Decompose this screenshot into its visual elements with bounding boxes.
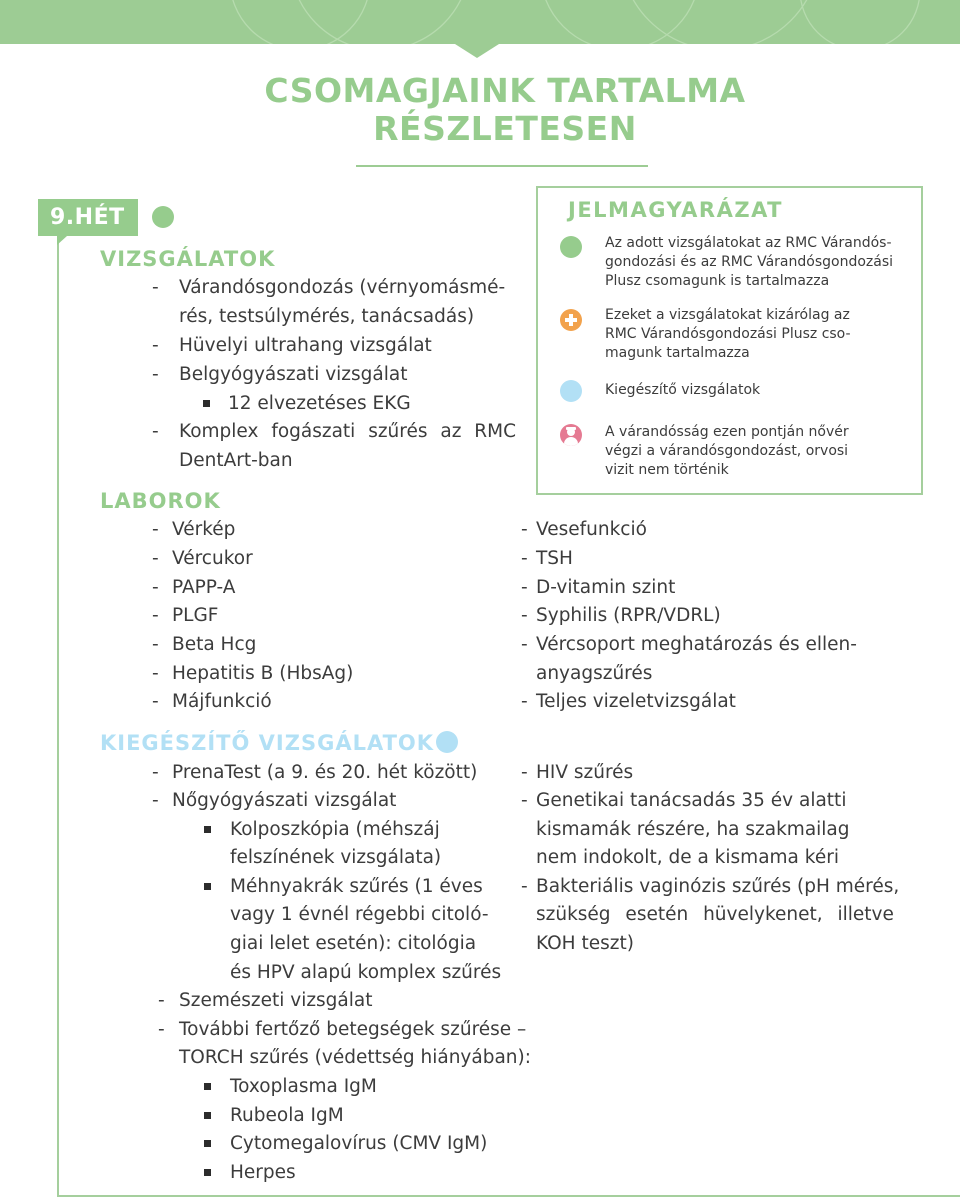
list-item: Komplex fogászati szűrés az RMC: [179, 421, 517, 442]
list-item: szükség esetén hüvelykenet, illetve: [536, 904, 894, 925]
dash-bullet: -: [152, 634, 159, 655]
legend-title: JELMAGYARÁZAT: [568, 198, 784, 222]
dash-bullet: -: [521, 605, 528, 626]
list-item: Belgyógyászati vizsgálat: [179, 364, 408, 385]
list-item: Hepatitis B (HbsAg): [172, 663, 354, 684]
legend-item-nurse: [605, 423, 915, 480]
dash-bullet: -: [158, 1019, 165, 1040]
section-heading-vizsgalatok: VIZSGÁLATOK: [100, 247, 276, 271]
title-divider: [356, 165, 648, 167]
list-item: Teljes vizeletvizsgálat: [536, 691, 736, 712]
dash-bullet: -: [152, 519, 159, 540]
list-item: giai lelet esetén): citológia: [230, 933, 477, 954]
green-dot-icon: [560, 236, 582, 258]
list-item: 12 elvezetéses EKG: [228, 393, 411, 414]
legend-text-line: A várandósság ezen pontján nővér: [605, 424, 849, 440]
list-item: nem indokolt, de a kismama kéri: [536, 847, 839, 868]
section-heading-kiegeszito: KIEGÉSZÍTŐ VIZSGÁLATOK: [100, 731, 435, 755]
legend-text-line: gondozási és az RMC Várandósgondozási: [605, 254, 894, 270]
dash-bullet: -: [152, 277, 159, 298]
legend-item-blue: [605, 381, 915, 400]
dash-bullet: -: [152, 663, 159, 684]
dash-bullet: -: [152, 548, 159, 569]
square-bullet: [204, 883, 211, 890]
dash-bullet: -: [521, 762, 528, 783]
list-item: Vércsoport meghatározás és ellen-: [536, 634, 857, 655]
dash-bullet: -: [521, 634, 528, 655]
list-item: és HPV alapú komplex szűrés: [230, 962, 502, 983]
square-bullet: [203, 400, 210, 407]
dash-bullet: -: [152, 605, 159, 626]
list-item: Májfunkció: [172, 691, 272, 712]
list-item: kismamák részére, ha szakmailag: [536, 819, 850, 840]
dash-bullet: -: [152, 790, 159, 811]
list-item: Vérkép: [172, 519, 236, 540]
list-item: D-vitamin szint: [536, 577, 676, 598]
dash-bullet: -: [521, 548, 528, 569]
list-item: PLGF: [172, 605, 219, 626]
list-item: Beta Hcg: [172, 634, 257, 655]
nurse-icon: [560, 424, 582, 446]
list-item: Vércukor: [172, 548, 253, 569]
header-pattern: [0, 0, 960, 44]
list-item: Genetikai tanácsadás 35 év alatti: [536, 790, 847, 811]
list-item: Bakteriális vaginózis szűrés (pH mérés,: [536, 876, 900, 897]
list-item: felszínének vizsgálata): [230, 847, 442, 868]
legend-text-line: Ezeket a vizsgálatokat kizárólag az: [605, 307, 850, 323]
dash-bullet: -: [152, 691, 159, 712]
dash-bullet: -: [521, 519, 528, 540]
dash-bullet: -: [152, 577, 159, 598]
dash-bullet: -: [158, 990, 165, 1011]
dash-bullet: -: [152, 421, 159, 442]
list-item: PrenaTest (a 9. és 20. hét között): [172, 762, 478, 783]
header-band: [0, 0, 960, 44]
section-heading-laborok: LABOROK: [100, 489, 221, 513]
list-item: rés, testsúlymérés, tanácsadás): [179, 306, 475, 327]
square-bullet: [204, 826, 211, 833]
left-frame-line: [57, 234, 59, 1196]
dash-bullet: -: [521, 790, 528, 811]
legend-text-line: magunk tartalmazza: [605, 345, 750, 361]
week-badge-notch: [57, 236, 67, 245]
list-item: Kolposzkópia (méhszáj: [230, 819, 440, 840]
orange-plus-icon: [560, 309, 582, 331]
blue-dot-icon: [436, 731, 458, 753]
list-item: Várandósgondozás (vérnyomásmé-: [179, 277, 506, 298]
square-bullet: [204, 1083, 211, 1090]
list-item: További fertőző betegségek szűrése –: [179, 1019, 527, 1040]
legend-text-line: Az adott vizsgálatokat az RMC Várandós-: [605, 235, 892, 251]
week-badge: 9.HÉT: [38, 199, 138, 236]
blue-dot-icon: [560, 380, 582, 402]
dash-bullet: -: [521, 577, 528, 598]
dash-bullet: -: [521, 691, 528, 712]
list-item: vagy 1 évnél régebbi citoló-: [230, 904, 489, 925]
legend-text-line: RMC Várandósgondozási Plusz cso-: [605, 326, 851, 342]
list-item: HIV szűrés: [536, 762, 634, 783]
list-item: Rubeola IgM: [230, 1105, 344, 1126]
bottom-frame-line: [57, 1195, 960, 1197]
legend-text-line: Plusz csomagunk is tartalmazza: [605, 273, 830, 289]
square-bullet: [204, 1140, 211, 1147]
square-bullet: [204, 1112, 211, 1119]
list-item: Szemészeti vizsgálat: [179, 990, 373, 1011]
legend-text-line: Kiegészítő vizsgálatok: [605, 382, 761, 398]
dash-bullet: -: [152, 364, 159, 385]
legend-text-line: vizit nem történik: [605, 462, 729, 478]
green-dot-icon: [152, 206, 174, 228]
dash-bullet: -: [152, 762, 159, 783]
page-title: [200, 72, 810, 148]
list-item: PAPP-A: [172, 577, 236, 598]
list-item: Cytomegalovírus (CMV IgM): [230, 1133, 488, 1154]
list-item: Vesefunkció: [536, 519, 647, 540]
page-title-line1: CSOMAGJAINK TARTALMA: [264, 71, 746, 110]
header-notch: [455, 44, 499, 58]
list-item: Herpes: [230, 1162, 296, 1183]
page-title-line2: RÉSZLETESEN: [373, 109, 637, 148]
list-item: TSH: [536, 548, 573, 569]
legend-text-line: végzi a várandósgondozást, orvosi: [605, 443, 849, 459]
list-item: Méhnyakrák szűrés (1 éves: [230, 876, 483, 897]
dash-bullet: -: [152, 335, 159, 356]
list-item: anyagszűrés: [536, 663, 653, 684]
dash-bullet: -: [521, 876, 528, 897]
list-item: KOH teszt): [536, 933, 634, 954]
list-item: Toxoplasma IgM: [230, 1076, 377, 1097]
square-bullet: [204, 1169, 211, 1176]
list-item: Nőgyógyászati vizsgálat: [172, 790, 397, 811]
list-item: TORCH szűrés (védettség hiányában):: [179, 1047, 531, 1068]
legend-item-green: [605, 234, 915, 291]
list-item: DentArt-ban: [179, 450, 293, 471]
legend-item-orange: [605, 306, 915, 363]
list-item: Syphilis (RPR/VDRL): [536, 605, 721, 626]
list-item: Hüvelyi ultrahang vizsgálat: [179, 335, 432, 356]
